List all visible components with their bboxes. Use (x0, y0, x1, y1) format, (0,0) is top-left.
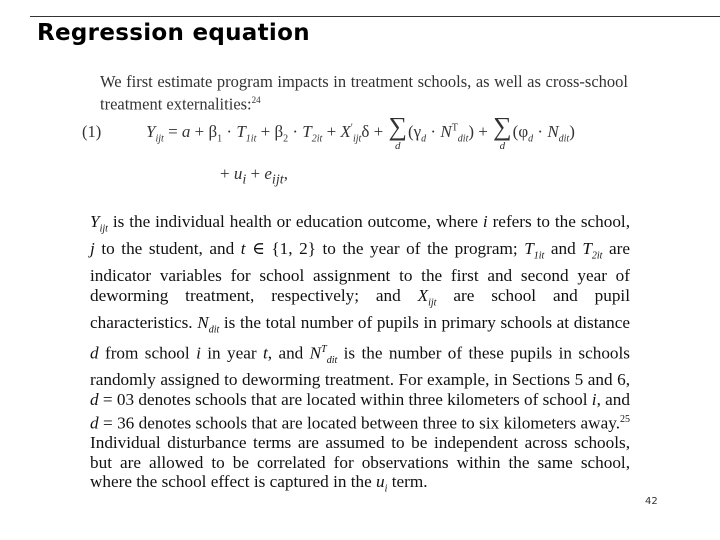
footnote-ref: 24 (251, 95, 261, 105)
slide-title: Regression equation (37, 20, 310, 46)
summation-2: ∑ d (493, 112, 512, 152)
intro-text: We first estimate program impacts in treatment schools, as well as cross-school treatment externalities:$^{24}$ (100, 72, 628, 114)
top-rule (30, 16, 720, 17)
body-paragraph: $Y_{ijt}$ is the individual health or education outcome, where i refers to the school, j to the student, and t ∈ {1, 2} to the year of the program; $T_{1it}$ and $T_{2it}$ are indicator variables for school assignment to the first and second year of deworming treatment, respectively; and $X_{ijt}$ are school and pupil characteristics. $N_{dit}$ is the total number of pupils in primary schools at distance d from school i in year t, and $N^T_{dit}$ is the number of these pupils in schools randomly assigned to deworming treatment. For example, in Sections 5 and 6, d = 03 denotes schools that are located within three kilometers of school i, and d = 36 denotes schools that are located between three to six kilometers away.$^{25}$ Individual disturbance terms are assumed to be independent across schools, but are allowed to be correlated for observations within the same school, where the school effect is captured in the $u_i$ term. (90, 212, 631, 495)
page-number: 42 (645, 496, 658, 507)
equation-line-2: + $u_i + e_{ijt}$, (220, 164, 288, 188)
equation-number: (1) (82, 122, 102, 141)
equation-line-1: $Y_{ijt} = a + \beta_1 \cdot T_{1it} + \beta_2 \cdot T_{2it} + X'_{ijt}\delta$ + ∑ d $(\gamma_d \cdot N^T_{dit})$ + ∑ d $(\varphi_d \cdot N_{dit})$ (146, 112, 575, 152)
summation-1: ∑ d (388, 112, 407, 152)
paper-excerpt (78, 64, 634, 495)
